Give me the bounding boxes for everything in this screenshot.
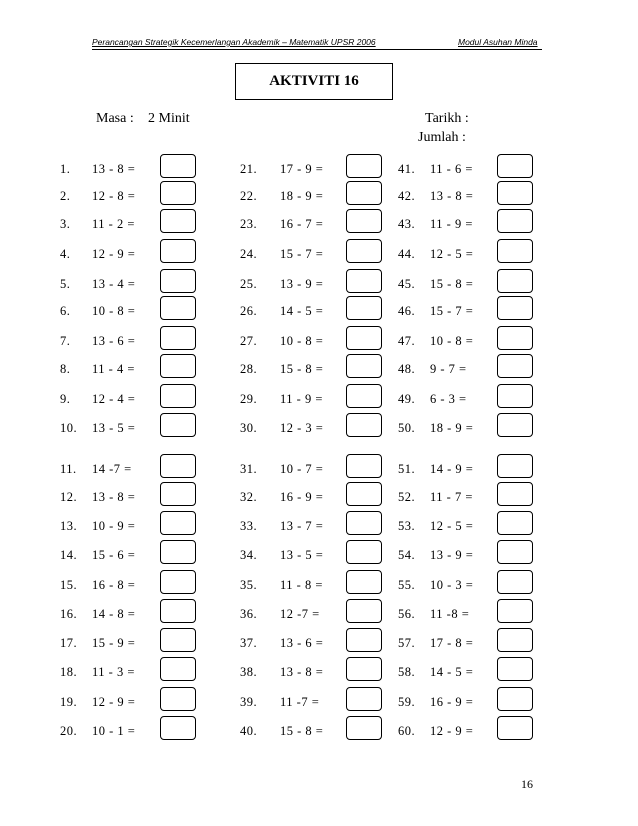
question-expression: 13 - 8 = bbox=[430, 189, 474, 203]
question-number: 1. bbox=[60, 162, 71, 176]
answer-box[interactable] bbox=[346, 570, 382, 594]
answer-box[interactable] bbox=[160, 239, 196, 263]
answer-box[interactable] bbox=[346, 296, 382, 320]
answer-box[interactable] bbox=[497, 413, 533, 437]
answer-box[interactable] bbox=[160, 296, 196, 320]
question-number: 19. bbox=[60, 695, 78, 709]
question-expression: 6 - 3 = bbox=[430, 392, 467, 406]
answer-box[interactable] bbox=[346, 269, 382, 293]
question-number: 14. bbox=[60, 548, 78, 562]
question-number: 10. bbox=[60, 421, 78, 435]
answer-box[interactable] bbox=[346, 687, 382, 711]
question-expression: 13 - 6 = bbox=[92, 334, 136, 348]
question-expression: 10 - 3 = bbox=[430, 578, 474, 592]
answer-box[interactable] bbox=[497, 239, 533, 263]
answer-box[interactable] bbox=[497, 296, 533, 320]
question-expression: 14 - 5 = bbox=[430, 665, 474, 679]
question-number: 17. bbox=[60, 636, 78, 650]
question-number: 33. bbox=[240, 519, 258, 533]
question-expression: 13 - 8 = bbox=[92, 162, 136, 176]
question-expression: 13 - 5 = bbox=[280, 548, 324, 562]
question-expression: 11 - 6 = bbox=[430, 162, 473, 176]
answer-box[interactable] bbox=[346, 326, 382, 350]
question-number: 57. bbox=[398, 636, 416, 650]
question-number: 50. bbox=[398, 421, 416, 435]
activity-title: AKTIVITI 16 bbox=[269, 73, 359, 89]
answer-box[interactable] bbox=[497, 570, 533, 594]
answer-box[interactable] bbox=[160, 384, 196, 408]
question-expression: 13 - 9 = bbox=[430, 548, 474, 562]
question-number: 45. bbox=[398, 277, 416, 291]
answer-box[interactable] bbox=[346, 482, 382, 506]
question-expression: 12 -7 = bbox=[280, 607, 320, 621]
question-expression: 13 - 5 = bbox=[92, 421, 136, 435]
question-expression: 11 - 8 = bbox=[280, 578, 323, 592]
question-expression: 15 - 9 = bbox=[92, 636, 136, 650]
question-number: 13. bbox=[60, 519, 78, 533]
question-number: 41. bbox=[398, 162, 416, 176]
answer-box[interactable] bbox=[497, 326, 533, 350]
answer-box[interactable] bbox=[497, 454, 533, 478]
question-expression: 12 - 9 = bbox=[92, 247, 136, 261]
question-expression: 11 - 3 = bbox=[92, 665, 135, 679]
question-expression: 10 - 9 = bbox=[92, 519, 136, 533]
question-expression: 10 - 8 = bbox=[92, 304, 136, 318]
answer-box[interactable] bbox=[497, 628, 533, 652]
answer-box[interactable] bbox=[497, 599, 533, 623]
question-expression: 13 - 8 = bbox=[92, 490, 136, 504]
question-expression: 14 -7 = bbox=[92, 462, 132, 476]
answer-box[interactable] bbox=[160, 687, 196, 711]
question-number: 32. bbox=[240, 490, 258, 504]
question-expression: 17 - 8 = bbox=[430, 636, 474, 650]
question-number: 52. bbox=[398, 490, 416, 504]
answer-box[interactable] bbox=[497, 181, 533, 205]
question-number: 27. bbox=[240, 334, 258, 348]
question-number: 44. bbox=[398, 247, 416, 261]
question-expression: 14 - 8 = bbox=[92, 607, 136, 621]
question-expression: 15 - 6 = bbox=[92, 548, 136, 562]
answer-box[interactable] bbox=[160, 511, 196, 535]
question-number: 46. bbox=[398, 304, 416, 318]
question-number: 54. bbox=[398, 548, 416, 562]
answer-box[interactable] bbox=[346, 657, 382, 681]
question-expression: 11 - 9 = bbox=[430, 217, 473, 231]
question-expression: 14 - 9 = bbox=[430, 462, 474, 476]
answer-box[interactable] bbox=[346, 209, 382, 233]
question-number: 7. bbox=[60, 334, 71, 348]
question-expression: 10 - 8 = bbox=[430, 334, 474, 348]
question-expression: 12 - 9 = bbox=[430, 724, 474, 738]
question-number: 8. bbox=[60, 362, 71, 376]
question-number: 22. bbox=[240, 189, 258, 203]
question-expression: 11 -7 = bbox=[280, 695, 320, 709]
question-number: 38. bbox=[240, 665, 258, 679]
question-number: 53. bbox=[398, 519, 416, 533]
question-number: 47. bbox=[398, 334, 416, 348]
question-expression: 13 - 8 = bbox=[280, 665, 324, 679]
question-number: 31. bbox=[240, 462, 258, 476]
question-expression: 18 - 9 = bbox=[430, 421, 474, 435]
answer-box[interactable] bbox=[346, 181, 382, 205]
answer-box[interactable] bbox=[497, 482, 533, 506]
question-number: 48. bbox=[398, 362, 416, 376]
answer-box[interactable] bbox=[497, 154, 533, 178]
question-number: 36. bbox=[240, 607, 258, 621]
question-number: 5. bbox=[60, 277, 71, 291]
question-number: 35. bbox=[240, 578, 258, 592]
answer-box[interactable] bbox=[346, 154, 382, 178]
question-expression: 10 - 1 = bbox=[92, 724, 136, 738]
question-expression: 12 - 8 = bbox=[92, 189, 136, 203]
answer-box[interactable] bbox=[160, 482, 196, 506]
question-number: 58. bbox=[398, 665, 416, 679]
answer-box[interactable] bbox=[346, 511, 382, 535]
question-expression: 12 - 5 = bbox=[430, 247, 474, 261]
question-number: 9. bbox=[60, 392, 71, 406]
answer-box[interactable] bbox=[160, 181, 196, 205]
question-expression: 18 - 9 = bbox=[280, 189, 324, 203]
answer-box[interactable] bbox=[160, 540, 196, 564]
question-number: 25. bbox=[240, 277, 258, 291]
tarikh-label: Tarikh : bbox=[425, 111, 469, 126]
question-number: 39. bbox=[240, 695, 258, 709]
question-expression: 9 - 7 = bbox=[430, 362, 467, 376]
answer-box[interactable] bbox=[346, 354, 382, 378]
answer-box[interactable] bbox=[346, 716, 382, 740]
question-expression: 11 - 7 = bbox=[430, 490, 473, 504]
question-number: 2. bbox=[60, 189, 71, 203]
answer-box[interactable] bbox=[497, 540, 533, 564]
answer-box[interactable] bbox=[346, 628, 382, 652]
page-number: 16 bbox=[521, 777, 533, 791]
answer-box[interactable] bbox=[497, 657, 533, 681]
question-number: 21. bbox=[240, 162, 258, 176]
answer-box[interactable] bbox=[160, 716, 196, 740]
answer-box[interactable] bbox=[160, 269, 196, 293]
question-expression: 12 - 5 = bbox=[430, 519, 474, 533]
question-number: 30. bbox=[240, 421, 258, 435]
question-number: 37. bbox=[240, 636, 258, 650]
masa-value: 2 Minit bbox=[148, 111, 190, 126]
question-number: 4. bbox=[60, 247, 71, 261]
question-expression: 11 - 4 = bbox=[92, 362, 135, 376]
question-expression: 15 - 8 = bbox=[280, 362, 324, 376]
answer-box[interactable] bbox=[160, 154, 196, 178]
question-number: 15. bbox=[60, 578, 78, 592]
question-number: 24. bbox=[240, 247, 258, 261]
question-number: 18. bbox=[60, 665, 78, 679]
question-number: 28. bbox=[240, 362, 258, 376]
question-number: 40. bbox=[240, 724, 258, 738]
running-header-right: Modul Asuhan Minda bbox=[458, 37, 538, 47]
question-expression: 10 - 8 = bbox=[280, 334, 324, 348]
answer-box[interactable] bbox=[497, 384, 533, 408]
question-number: 11. bbox=[60, 462, 77, 476]
question-number: 20. bbox=[60, 724, 78, 738]
question-expression: 17 - 9 = bbox=[280, 162, 324, 176]
question-number: 34. bbox=[240, 548, 258, 562]
question-number: 55. bbox=[398, 578, 416, 592]
answer-box[interactable] bbox=[160, 599, 196, 623]
question-expression: 12 - 3 = bbox=[280, 421, 324, 435]
answer-box[interactable] bbox=[497, 511, 533, 535]
question-expression: 13 - 4 = bbox=[92, 277, 136, 291]
question-number: 56. bbox=[398, 607, 416, 621]
question-number: 23. bbox=[240, 217, 258, 231]
answer-box[interactable] bbox=[346, 413, 382, 437]
answer-box[interactable] bbox=[346, 239, 382, 263]
question-expression: 16 - 8 = bbox=[92, 578, 136, 592]
question-expression: 15 - 8 = bbox=[430, 277, 474, 291]
question-number: 12. bbox=[60, 490, 78, 504]
masa-label: Masa : bbox=[96, 111, 134, 126]
question-number: 49. bbox=[398, 392, 416, 406]
answer-box[interactable] bbox=[160, 326, 196, 350]
answer-box[interactable] bbox=[160, 657, 196, 681]
answer-box[interactable] bbox=[160, 413, 196, 437]
question-number: 3. bbox=[60, 217, 71, 231]
question-expression: 10 - 7 = bbox=[280, 462, 324, 476]
jumlah-label: Jumlah : bbox=[418, 130, 466, 145]
question-number: 51. bbox=[398, 462, 416, 476]
question-expression: 13 - 7 = bbox=[280, 519, 324, 533]
question-expression: 13 - 6 = bbox=[280, 636, 324, 650]
answer-box[interactable] bbox=[497, 716, 533, 740]
answer-box[interactable] bbox=[497, 209, 533, 233]
question-expression: 15 - 8 = bbox=[280, 724, 324, 738]
answer-box[interactable] bbox=[160, 628, 196, 652]
answer-box[interactable] bbox=[160, 570, 196, 594]
question-expression: 15 - 7 = bbox=[280, 247, 324, 261]
activity-title-box bbox=[235, 63, 393, 100]
question-number: 42. bbox=[398, 189, 416, 203]
answer-box[interactable] bbox=[346, 540, 382, 564]
question-number: 60. bbox=[398, 724, 416, 738]
question-expression: 11 - 9 = bbox=[280, 392, 323, 406]
answer-box[interactable] bbox=[160, 354, 196, 378]
question-expression: 11 -8 = bbox=[430, 607, 470, 621]
question-number: 16. bbox=[60, 607, 78, 621]
question-number: 29. bbox=[240, 392, 258, 406]
question-number: 26. bbox=[240, 304, 258, 318]
question-number: 59. bbox=[398, 695, 416, 709]
header-rule bbox=[92, 49, 542, 50]
running-header-left: Perancangan Strategik Kecemerlangan Akademik – Matematik UPSR 2006 bbox=[92, 37, 376, 47]
question-expression: 11 - 2 = bbox=[92, 217, 135, 231]
question-expression: 16 - 7 = bbox=[280, 217, 324, 231]
answer-box[interactable] bbox=[160, 454, 196, 478]
question-expression: 16 - 9 = bbox=[430, 695, 474, 709]
question-expression: 13 - 9 = bbox=[280, 277, 324, 291]
answer-box[interactable] bbox=[346, 599, 382, 623]
answer-box[interactable] bbox=[160, 209, 196, 233]
question-number: 6. bbox=[60, 304, 71, 318]
answer-box[interactable] bbox=[346, 384, 382, 408]
answer-box[interactable] bbox=[346, 454, 382, 478]
question-expression: 16 - 9 = bbox=[280, 490, 324, 504]
answer-box[interactable] bbox=[497, 354, 533, 378]
question-expression: 12 - 9 = bbox=[92, 695, 136, 709]
answer-box[interactable] bbox=[497, 269, 533, 293]
question-expression: 12 - 4 = bbox=[92, 392, 136, 406]
question-number: 43. bbox=[398, 217, 416, 231]
question-expression: 15 - 7 = bbox=[430, 304, 474, 318]
question-expression: 14 - 5 = bbox=[280, 304, 324, 318]
answer-box[interactable] bbox=[497, 687, 533, 711]
